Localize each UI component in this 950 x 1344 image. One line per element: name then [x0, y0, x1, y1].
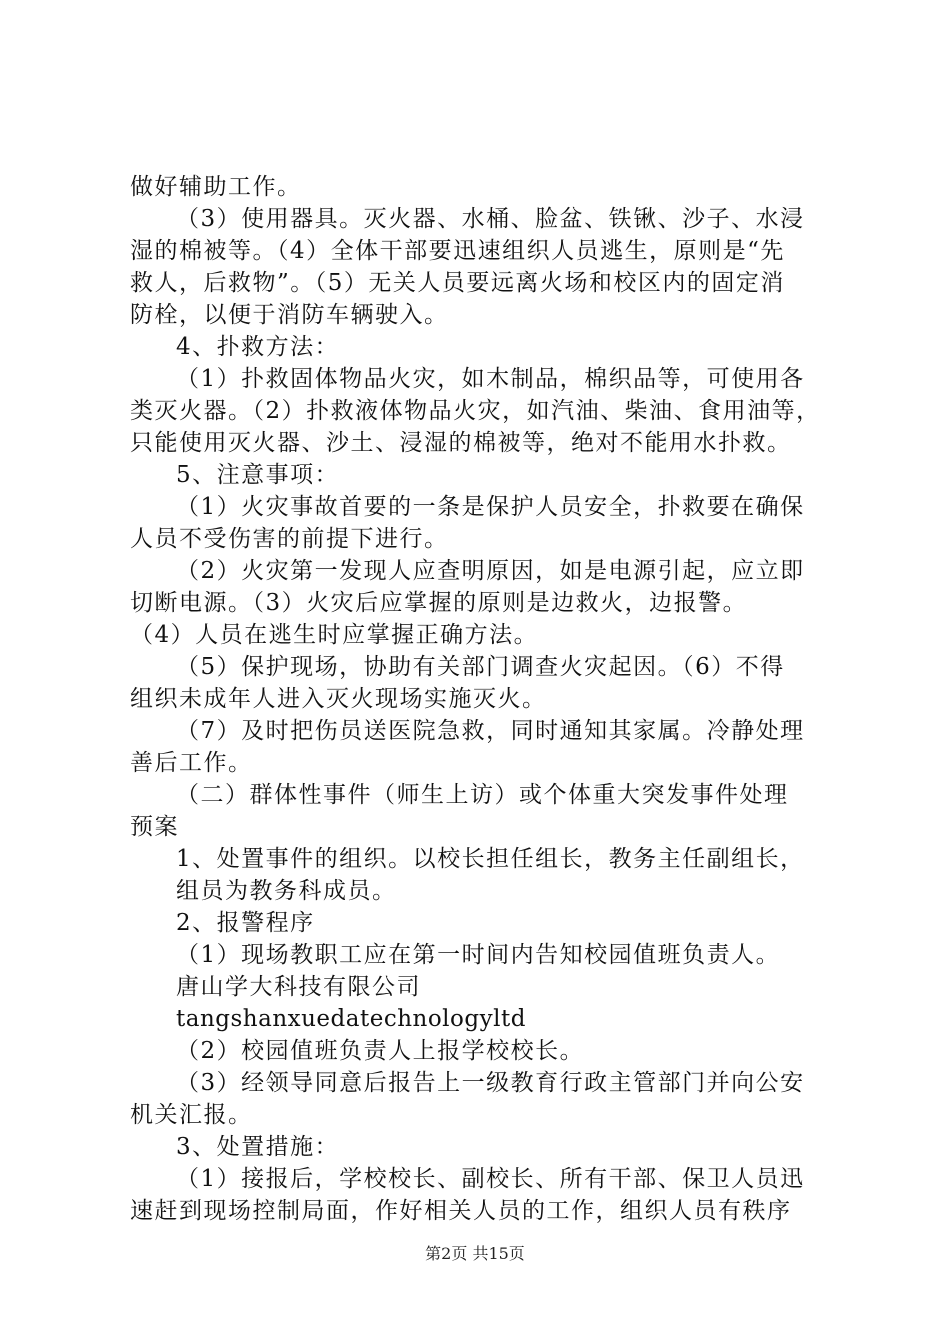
text-line-13: （2）火灾第一发现人应查明原因，如是电源引起，应立即	[176, 558, 805, 584]
text-line-18: （7）及时把伤员送医院急救，同时通知其家属。冷静处理	[176, 718, 805, 744]
company-name: 唐山学大科技有限公司	[176, 974, 421, 1000]
text-line-29: （3）经领导同意后报告上一级教育行政主管部门并向公安	[176, 1070, 805, 1096]
text-line-5: 防栓，以便于消防车辆驶入。	[130, 302, 449, 328]
text-line-22: 1、处置事件的组织。以校长担任组长，教务主任副组长，	[176, 846, 805, 872]
text-line-12: 人员不受伤害的前提下进行。	[130, 526, 449, 552]
page-number-footer: 第2页 共15页	[425, 1244, 525, 1263]
text-line-19: 善后工作。	[130, 750, 253, 776]
text-line-3: 湿的棉被等。（4）全体干部要迅速组织人员逃生，原则是“先	[130, 238, 785, 264]
text-line-21: 预案	[130, 814, 179, 840]
section-heading-5: 5、注意事项：	[176, 462, 340, 488]
text-line-8: 类灭火器。（2）扑救液体物品火灾，如汽油、柴油、食用油等，	[130, 398, 821, 424]
text-line-28: （2）校园值班负责人上报学校校长。	[176, 1038, 585, 1064]
text-line-1: 做好辅助工作。	[130, 174, 302, 200]
text-line-33: 速赶到现场控制局面，作好相关人员的工作，组织人员有秩序	[130, 1198, 792, 1224]
section-heading-3: 3、处置措施：	[176, 1134, 340, 1160]
text-line-14: 切断电源。（3）火灾后应掌握的原则是边救火，边报警。	[130, 590, 748, 616]
text-line-15: （4）人员在逃生时应掌握正确方法。	[130, 622, 539, 648]
text-line-30: 机关汇报。	[130, 1102, 253, 1128]
subheading-alarm-procedure: 2、报警程序	[176, 910, 315, 936]
section-heading-4: 4、扑救方法：	[176, 334, 340, 360]
text-line-23: 组员为教务科成员。	[176, 878, 397, 904]
text-line-32: （1）接报后，学校校长、副校长、所有干部、保卫人员迅	[176, 1166, 805, 1192]
text-line-2: （3）使用器具。灭火器、水桶、脸盆、铁锹、沙子、水浸	[176, 206, 805, 232]
text-line-7: （1）扑救固体物品火灾，如木制品，棉织品等，可使用各	[176, 366, 805, 392]
text-line-11: （1）火灾事故首要的一条是保护人员安全，扑救要在确保	[176, 494, 805, 520]
company-name-latin: tangshanxuedatechnologyltd	[176, 1006, 526, 1032]
text-line-4: 救人，后救物”。（5）无关人员要远离火场和校区内的固定消	[130, 270, 785, 296]
section-heading-2: （二）群体性事件（师生上访）或个体重大突发事件处理	[176, 782, 789, 808]
text-line-25: （1）现场教职工应在第一时间内告知校园值班负责人。	[176, 942, 781, 968]
text-line-16: （5）保护现场，协助有关部门调查火灾起因。（6）不得	[176, 654, 785, 680]
text-line-9: 只能使用灭火器、沙土、浸湿的棉被等，绝对不能用水扑救。	[130, 430, 792, 456]
text-line-17: 组织未成年人进入灭火现场实施灭火。	[130, 686, 547, 712]
